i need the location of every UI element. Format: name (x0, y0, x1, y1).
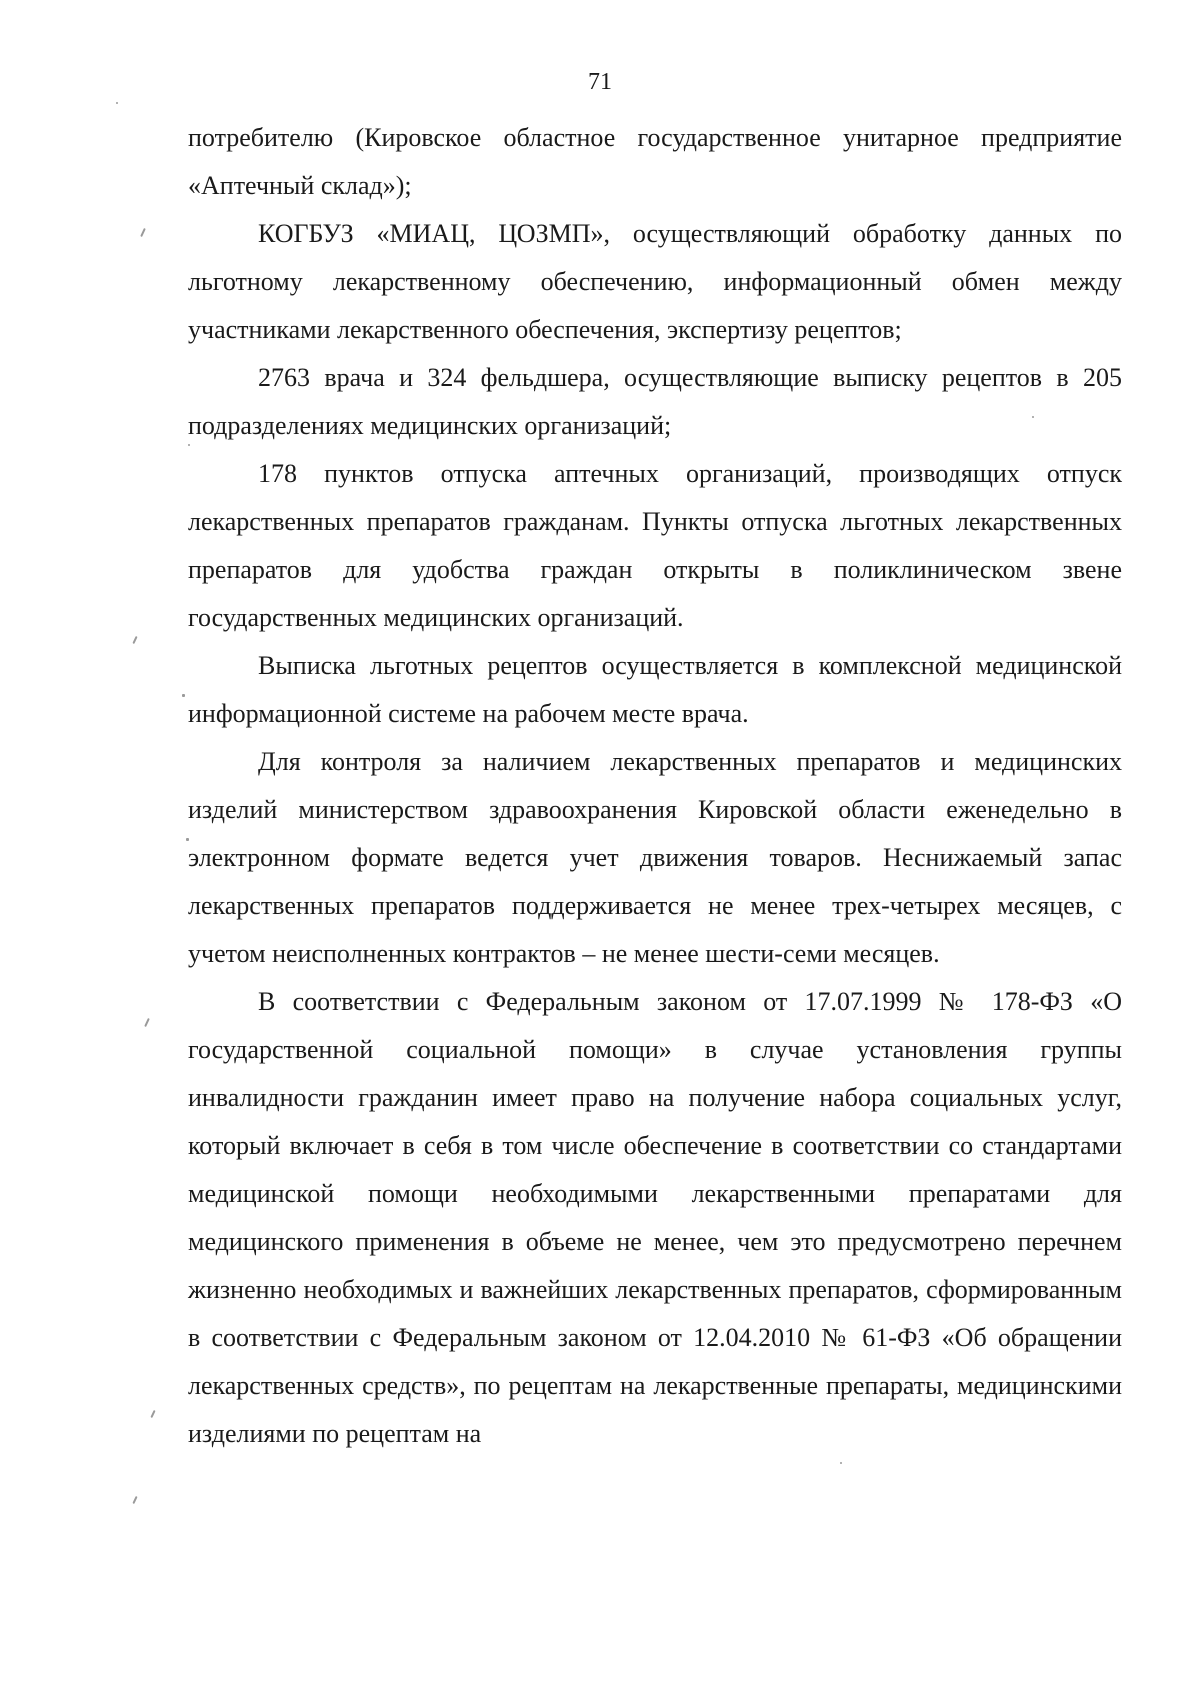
scan-speck (132, 636, 137, 644)
scan-speck (144, 1018, 150, 1027)
scan-speck (840, 1462, 842, 1464)
page-number: 71 (588, 69, 612, 95)
paragraph-continuation: потребителю (Кировское областное государственное унитарное предприятие «Аптечный склад»); (188, 123, 1122, 200)
scan-speck (140, 228, 146, 237)
scan-speck (182, 694, 185, 697)
scan-speck (150, 1410, 155, 1418)
paragraph-federal-law: В соответствии с Федеральным законом от 17.07.1999 № 178-ФЗ «О государственной социальной помощи» в случае установления группы инвалидности гражданин имеет право на получение набора социальных услуг, который включает в себя в том числе обеспечение в соответствии со стандартами медицинской помощи необходимыми лекарственными препаратами для медицинского применения в объеме не менее, чем это предусмотрено перечнем жизненно необходимых и важнейших лекарственных препаратов, сформированным в соответствии с Федеральным законом от 12.04.2010 № 61-ФЗ «Об обращении лекарственных средств», по рецептам на лекарственные препараты, медицинскими изделиями по рецептам на (188, 987, 1122, 1448)
paragraph-dispensing-points: 178 пунктов отпуска аптечных организаций, производящих отпуск лекарственных препаратов гражданам. Пункты отпуска льготных лекарственных препаратов для удобства граждан открыты в поликлиническом звене государственных медицинских организаций. (188, 459, 1122, 632)
scan-speck (186, 838, 189, 841)
document-body (188, 114, 1122, 1458)
scan-speck (1032, 416, 1034, 418)
paragraph-miac: КОГБУЗ «МИАЦ, ЦОЗМП», осуществляющий обработку данных по льготному лекарственному обеспечению, информационный обмен между участниками лекарственного обеспечения, экспертизу рецептов; (188, 219, 1122, 344)
paragraph-prescription-system: Выписка льготных рецептов осуществляется в комплексной медицинской информационной системе на рабочем месте врача. (188, 651, 1122, 728)
paragraph-doctors: 2763 врача и 324 фельдшера, осуществляющие выписку рецептов в 205 подразделениях медицинских организаций; (188, 363, 1122, 440)
paragraph-stock-control: Для контроля за наличием лекарственных препаратов и медицинских изделий министерством здравоохранения Кировской области еженедельно в электронном формате ведется учет движения товаров. Неснижаемый запас лекарственных препаратов поддерживается не менее трех-четырех месяцев, с учетом неисполненных контрактов – не менее шести-семи месяцев. (188, 747, 1122, 968)
scan-speck (188, 444, 190, 446)
scan-speck (132, 1496, 137, 1504)
scan-speck (116, 102, 118, 104)
